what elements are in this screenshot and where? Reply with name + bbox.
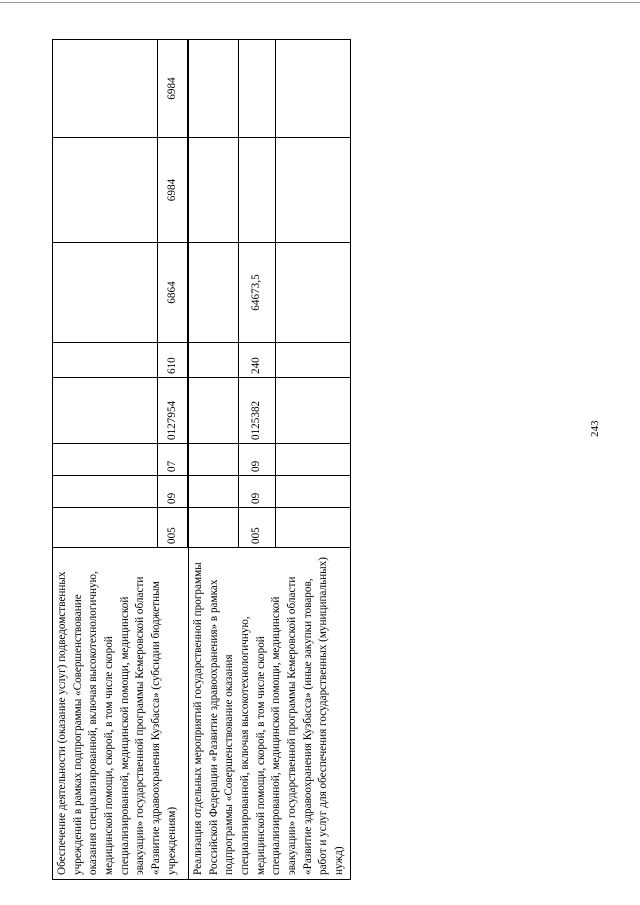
empty-cell	[53, 476, 158, 508]
empty-cell	[189, 508, 239, 548]
expense-type-code: 240	[238, 343, 275, 378]
row-description: Обеспечение деятельности (оказание услуг) подведомственных учреждений в рамках подпрограммы «Совершенствование оказания специализированной, включая высокотехнологичную, медицинской помощи, скорой, в том числе скорой специализированной, медицинской помощи, медицинской эвакуации» государственной программы Кемеровской области «Развитие здравоохранения Кузбасса» (субсидии бюджетным учреждениям)	[53, 548, 189, 880]
amount-2	[238, 138, 275, 243]
amount-1: 6864	[158, 243, 188, 343]
section-code: 09	[238, 476, 275, 508]
target-article-code: 0127954	[158, 378, 188, 444]
empty-cell	[189, 343, 239, 378]
row-description: Реализация отдельных мероприятий государственной программы Российской Федерации «Развитие здравоохранения» в рамках подпрограммы «Совершенствование оказания специализированной, включая высокотехнологичную, медицинской помощи, скорой, в том числе скорой специализированной, медицинской помощи, медицинской эвакуации» государственной программы Кемеровской области «Развитие здравоохранения Кузбасса» (иные закупки товаров, работ и услуг для обеспечения государственных (муниципальных) нужд)	[189, 548, 351, 880]
empty-cell	[189, 243, 239, 343]
empty-cell	[276, 378, 351, 444]
empty-cell	[53, 138, 158, 243]
empty-cell	[189, 444, 239, 476]
amount-2: 6984	[158, 138, 188, 243]
amount-1: 64673,5	[238, 243, 275, 343]
subsection-code: 07	[158, 444, 188, 476]
page-number: 243	[589, 420, 601, 437]
empty-cell	[53, 444, 158, 476]
empty-cell	[53, 40, 158, 138]
empty-cell	[276, 40, 351, 138]
empty-cell	[189, 378, 239, 444]
table-row	[189, 40, 239, 880]
empty-cell	[276, 343, 351, 378]
empty-cell	[53, 508, 158, 548]
empty-cell	[53, 343, 158, 378]
empty-cell	[53, 378, 158, 444]
section-code: 09	[158, 476, 188, 508]
empty-cell	[276, 508, 351, 548]
ministry-code: 005	[238, 508, 275, 548]
budget-table	[52, 39, 351, 880]
amount-3	[238, 40, 275, 138]
target-article-code: 0125382	[238, 378, 275, 444]
amount-3: 6984	[158, 40, 188, 138]
empty-cell	[189, 138, 239, 243]
empty-cell	[276, 243, 351, 343]
empty-cell	[189, 476, 239, 508]
top-rule	[0, 2, 640, 3]
empty-cell	[189, 40, 239, 138]
empty-cell	[53, 243, 158, 343]
empty-cell	[276, 444, 351, 476]
ministry-code: 005	[158, 508, 188, 548]
subsection-code: 09	[238, 444, 275, 476]
rotated-budget-table	[52, 40, 346, 880]
table-row	[53, 40, 158, 880]
empty-cell	[276, 138, 351, 243]
expense-type-code: 610	[158, 343, 188, 378]
empty-cell	[276, 476, 351, 508]
